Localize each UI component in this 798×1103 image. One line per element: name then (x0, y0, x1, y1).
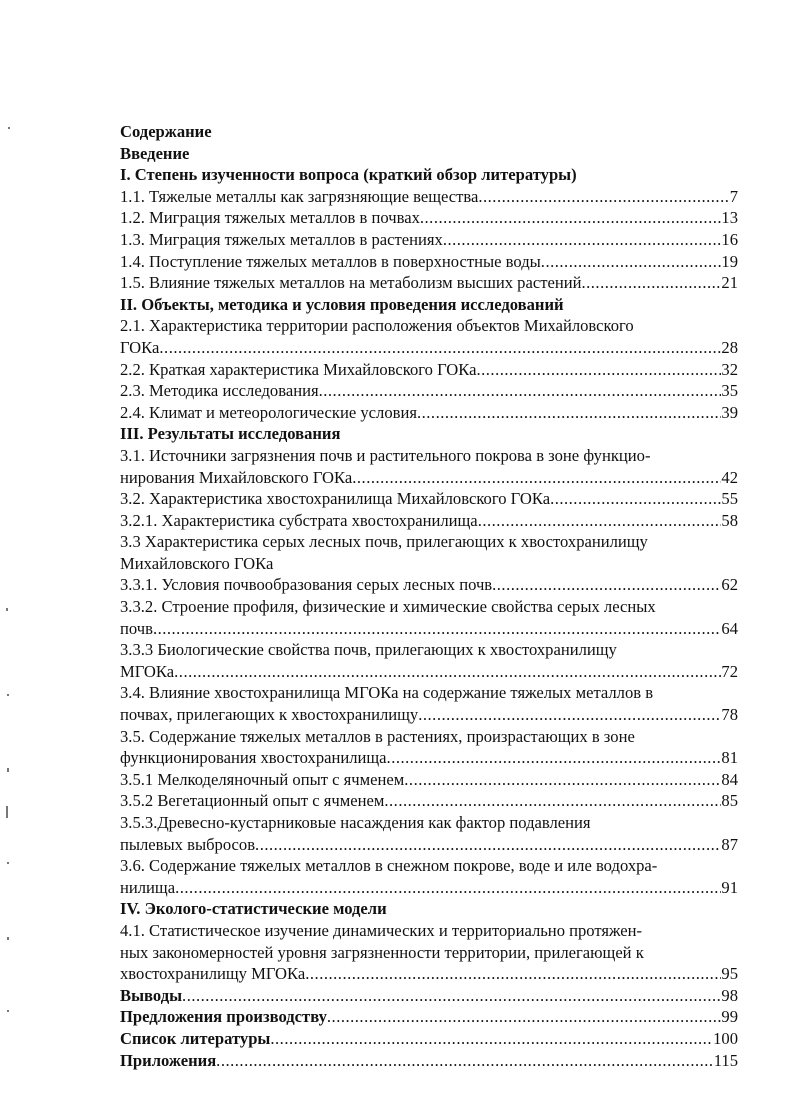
toc-entry-title: 1.3. Миграция тяжелых металлов в растениях (120, 229, 443, 249)
toc-entry-title: 2.3. Методика исследования (120, 381, 319, 401)
toc-page-number: 16 (721, 229, 738, 249)
toc-entry-line (120, 747, 738, 769)
toc-entry-line (120, 1050, 738, 1072)
toc-entry-line (120, 467, 738, 489)
toc-entries (120, 164, 738, 1071)
toc-entry-line (120, 337, 738, 359)
toc-entry (120, 229, 738, 251)
toc-entry (120, 251, 738, 273)
toc-entry (120, 1028, 738, 1050)
toc-entry-line: 3.1. Источники загрязнения почв и растительного покрова в зоне функцио- (120, 445, 651, 465)
toc-entry-title: Выводы (120, 985, 183, 1005)
toc-intro: Введение (120, 143, 190, 163)
toc-entry-line: Михайловского ГОКа (120, 553, 274, 573)
toc-entry-title: Список литературы (120, 1028, 271, 1048)
toc-entry (120, 574, 738, 596)
toc-entry-title: Приложения (120, 1050, 217, 1070)
toc-heading: Содержание (120, 122, 212, 141)
toc-entry-title: 1.4. Поступление тяжелых металлов в поверхностные воды (120, 251, 541, 271)
toc-entry-line (120, 1006, 738, 1028)
toc-page-number: 55 (721, 489, 738, 509)
toc-entry (120, 164, 738, 186)
toc-entry-line (120, 704, 738, 726)
toc-entry (120, 726, 738, 769)
toc-entry (120, 769, 738, 791)
toc-entry-line (120, 359, 738, 381)
toc-page-number: 98 (721, 985, 738, 1005)
toc-page-number: 84 (721, 769, 738, 789)
toc-leader-dots (305, 963, 721, 985)
toc-page-number: 42 (721, 467, 738, 487)
toc-entry-line (120, 574, 738, 596)
toc-entry-line: 3.5.3.Древесно-кустарниковые насаждения как фактор подавления (120, 813, 591, 832)
toc-leader-dots (387, 747, 722, 769)
toc-leader-dots (270, 1028, 713, 1050)
toc-entry-line (120, 510, 738, 532)
toc-leader-dots (182, 985, 721, 1007)
toc-entry (120, 510, 738, 532)
toc-leader-dots (417, 402, 721, 424)
toc-page-number: 100 (713, 1028, 738, 1048)
toc-page-number: 19 (721, 251, 738, 271)
toc-page-number: 13 (721, 208, 738, 228)
toc-entry (120, 359, 738, 381)
toc-entry-title: ГОКа (120, 337, 160, 357)
toc-entry-line: 2.1. Характеристика территории расположения объектов Михайловского (120, 316, 634, 336)
toc-entry (120, 639, 738, 682)
toc-entry-line (120, 229, 738, 251)
toc-page-number: 81 (721, 748, 738, 768)
toc-entry-title: 2.4. Климат и метеорологические условия (120, 402, 417, 422)
toc-entry-title: почв (120, 618, 153, 638)
toc-page-number: 58 (721, 510, 738, 530)
toc-entry-title: 1.1. Тяжелые металлы как загрязняющие вещества (120, 186, 479, 206)
toc-leader-dots (404, 769, 721, 791)
toc-leader-dots (478, 186, 729, 208)
toc-entry-line (120, 985, 738, 1007)
toc-leader-dots (327, 1006, 722, 1028)
toc-entry (120, 207, 738, 229)
toc-entry-title: нилища (120, 877, 176, 897)
toc-entry (120, 855, 738, 898)
toc-entry (120, 315, 738, 358)
toc-entry (120, 812, 738, 855)
table-of-contents (120, 121, 738, 1071)
toc-entry-line: 4.1. Статистическое изучение динамических и территориально протяжен- (120, 920, 643, 940)
toc-entry (120, 920, 738, 985)
toc-page-number: 64 (721, 618, 738, 638)
toc-entry-line: 3.6. Содержание тяжелых металлов в снежном покрове, воде и иле водохра- (120, 856, 658, 876)
toc-leader-dots (581, 272, 721, 294)
toc-entry (120, 272, 738, 294)
toc-entry-line: 3.3 Характеристика серых лесных почв, прилегающих к хвостохранилищу (120, 532, 648, 552)
toc-entry-title: почвах, прилегающих к хвостохранилищу (120, 705, 419, 725)
toc-entry-line (120, 877, 738, 899)
toc-entry-line (120, 488, 738, 510)
toc-section-heading: II. Объекты, методика и условия проведения исследований (120, 294, 564, 314)
toc-entry-line (120, 769, 738, 791)
toc-entry-title: 3.2. Характеристика хвостохранилища Михайловского ГОКа (120, 489, 551, 509)
toc-entry (120, 898, 738, 920)
toc-entry-title: хвостохранилищу МГОКа (120, 964, 306, 984)
toc-leader-dots (319, 380, 722, 402)
toc-entry (120, 985, 738, 1007)
toc-page-number: 87 (721, 834, 738, 854)
toc-entry-line (120, 186, 738, 208)
toc-entry (120, 186, 738, 208)
toc-page-number: 72 (721, 661, 738, 681)
toc-leader-dots (216, 1050, 714, 1072)
toc-entry-title: 3.5.2 Вегетационный опыт с ячменем (120, 791, 385, 811)
toc-leader-dots (541, 251, 722, 273)
toc-entry-line: 3.4. Влияние хвостохранилища МГОКа на содержание тяжелых металлов в (120, 683, 654, 703)
toc-page-number: 21 (721, 273, 738, 293)
toc-page-number: 35 (721, 381, 738, 401)
toc-entry (120, 531, 738, 574)
toc-leader-dots (175, 877, 721, 899)
toc-entry-line (120, 380, 738, 402)
toc-page-number: 39 (721, 402, 738, 422)
toc-entry-title: функционирования хвостохранилища (120, 748, 387, 768)
toc-page-number: 91 (721, 877, 738, 897)
toc-entry-title: Предложения производству (120, 1007, 327, 1027)
toc-entry (120, 423, 738, 445)
toc-leader-dots (492, 574, 721, 596)
toc-entry-line (120, 272, 738, 294)
toc-entry-line (120, 402, 738, 424)
toc-page-number: 115 (713, 1050, 738, 1070)
toc-page-number: 28 (721, 337, 738, 357)
toc-entry (120, 790, 738, 812)
toc-entry-line (120, 963, 738, 985)
toc-leader-dots (352, 467, 721, 489)
toc-leader-dots (174, 661, 721, 683)
toc-entry (120, 596, 738, 639)
toc-page-number: 7 (729, 186, 738, 206)
toc-entry (120, 402, 738, 424)
toc-entry-line (120, 207, 738, 229)
toc-entry-title: 3.2.1. Характеристика субстрата хвостохранилища (120, 510, 478, 530)
toc-leader-dots (418, 704, 721, 726)
toc-page-number: 62 (721, 575, 738, 595)
toc-entry-line (120, 834, 738, 856)
toc-section-heading: III. Результаты исследования (120, 424, 341, 444)
toc-page-number: 99 (721, 1007, 738, 1027)
toc-page-number: 85 (721, 791, 738, 811)
toc-section-heading: IV. Эколого-статистические модели (120, 899, 387, 919)
toc-entry-title: нирования Михайловского ГОКа (120, 467, 353, 487)
toc-entry-line (120, 1028, 738, 1050)
toc-section-heading: I. Степень изученности вопроса (краткий обзор литературы) (120, 165, 577, 185)
toc-entry-line: 3.5. Содержание тяжелых металлов в растениях, произрастающих в зоне (120, 726, 635, 746)
toc-entry-title: 3.5.1 Мелкоделяночный опыт с ячменем (120, 769, 405, 789)
toc-leader-dots (420, 207, 722, 229)
toc-leader-dots (384, 790, 721, 812)
toc-entry-line: 3.3.2. Строение профиля, физические и химические свойства серых лесных (120, 597, 656, 617)
toc-entry-line (120, 790, 738, 812)
toc-entry (120, 682, 738, 725)
toc-entry (120, 445, 738, 488)
toc-entry (120, 488, 738, 510)
toc-page-number: 32 (721, 359, 738, 379)
toc-page-number: 78 (721, 705, 738, 725)
toc-leader-dots (478, 510, 722, 532)
toc-entry-title: МГОКа (120, 661, 175, 681)
toc-leader-dots (255, 834, 721, 856)
toc-entry-line (120, 661, 738, 683)
toc-entry-title: 1.2. Миграция тяжелых металлов в почвах (120, 208, 420, 228)
toc-entry-line: 3.3.3 Биологические свойства почв, прилегающих к хвостохранилищу (120, 640, 617, 660)
toc-entry-title: 2.2. Краткая характеристика Михайловского ГОКа (120, 359, 477, 379)
toc-entry-line: ных закономерностей уровня загрязненности территории, прилегающей к (120, 942, 644, 962)
toc-entry (120, 380, 738, 402)
toc-entry (120, 294, 738, 316)
toc-leader-dots (550, 488, 721, 510)
toc-leader-dots (476, 359, 721, 381)
toc-leader-dots (443, 229, 722, 251)
toc-page-number: 95 (721, 964, 738, 984)
toc-leader-dots (153, 618, 721, 640)
toc-entry-title: 1.5. Влияние тяжелых металлов на метаболизм высших растений (120, 273, 582, 293)
toc-entry-line (120, 618, 738, 640)
toc-entry-line (120, 251, 738, 273)
toc-entry-title: пылевых выбросов (120, 834, 256, 854)
toc-entry-title: 3.3.1. Условия почвообразования серых лесных почв (120, 575, 493, 595)
toc-leader-dots (159, 337, 721, 359)
toc-entry (120, 1050, 738, 1072)
toc-entry (120, 1006, 738, 1028)
